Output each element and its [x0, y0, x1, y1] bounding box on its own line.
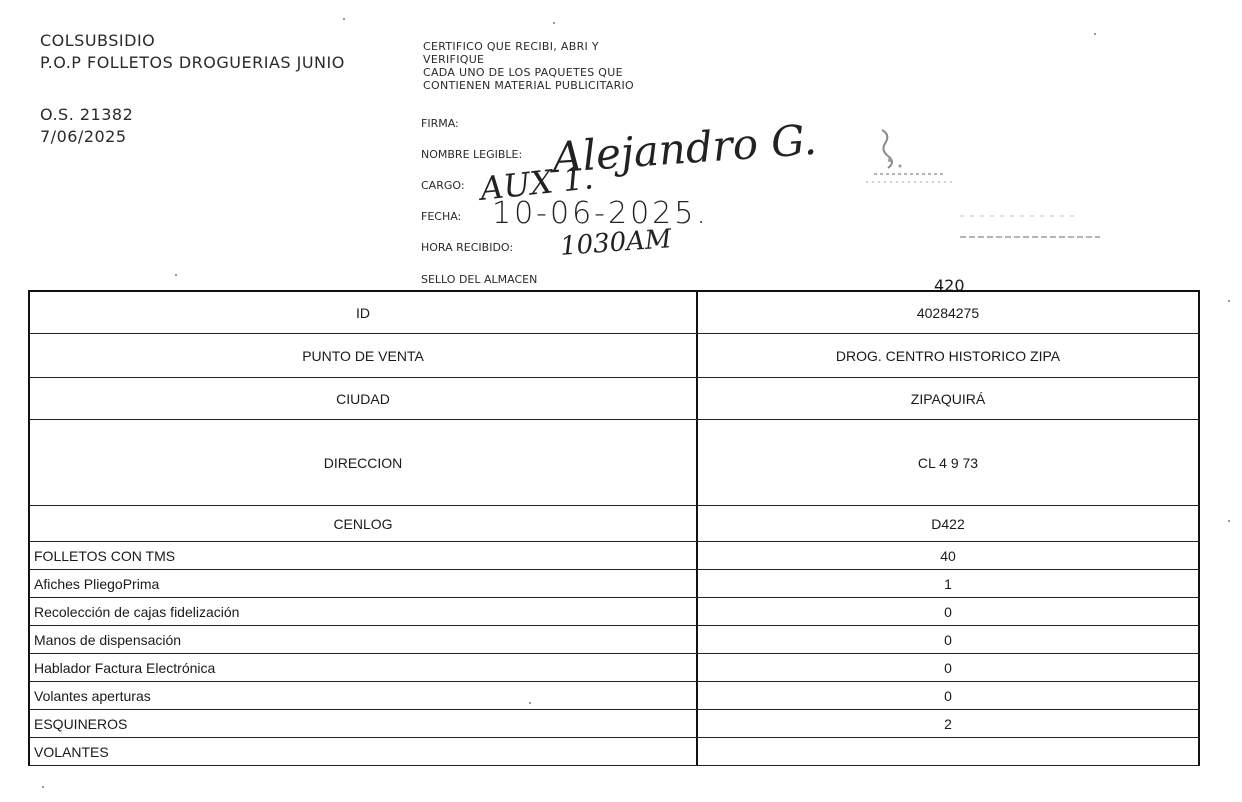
- certificate-line: CONTIENEN MATERIAL PUBLICITARIO: [423, 79, 635, 92]
- row-label: DIRECCION: [30, 420, 698, 505]
- row-value: CL 4 9 73: [917, 454, 979, 471]
- company-name: COLSUBSIDIO: [40, 31, 156, 50]
- certificate-text: [423, 40, 634, 92]
- scan-speck: [553, 22, 555, 24]
- header-block: [40, 30, 345, 148]
- row-value: DROG. CENTRO HISTORICO ZIPA: [835, 347, 1061, 364]
- scan-speck: [529, 702, 531, 704]
- row-value: 40284275: [916, 304, 980, 321]
- table-row: [28, 290, 1200, 334]
- delivery-table: [28, 290, 1200, 766]
- handwritten-cargo: AUX 1.: [478, 158, 596, 208]
- row-label: CENLOG: [30, 506, 698, 541]
- certificate-line: CERTIFICO QUE RECIBI, ABRI Y: [423, 40, 599, 53]
- fecha-label: FECHA:: [421, 210, 462, 223]
- item-label: Hablador Factura Electrónica: [30, 654, 698, 681]
- item-value: 0: [944, 631, 952, 648]
- scan-speck: [1094, 33, 1096, 35]
- scan-speck: [343, 18, 345, 20]
- row-value: D422: [931, 515, 965, 532]
- stamp-smudge: [960, 230, 1100, 244]
- row-label: ID: [30, 292, 698, 333]
- table-row: [28, 570, 1200, 598]
- handwritten-date: 10-06-2025.: [492, 196, 709, 231]
- sello-label: SELLO DEL ALMACEN: [421, 273, 538, 286]
- item-value: 0: [944, 659, 952, 676]
- certificate-line: CADA UNO DE LOS PAQUETES QUE: [423, 66, 623, 79]
- stamp-smudge: [960, 210, 1080, 222]
- row-value: ZIPAQUIRÁ: [910, 390, 986, 407]
- cargo-label: CARGO:: [421, 179, 465, 192]
- document-date: 7/06/2025: [40, 127, 127, 146]
- stamp-logo-icon: [860, 120, 980, 200]
- table-row: [28, 378, 1200, 420]
- item-value: [698, 738, 1198, 765]
- table-row: [28, 598, 1200, 626]
- scan-speck: [1228, 520, 1230, 522]
- hora-label: HORA RECIBIDO:: [421, 241, 514, 254]
- item-label: Recolección de cajas fidelización: [30, 598, 698, 625]
- item-value: 0: [944, 603, 952, 620]
- item-label: Afiches PliegoPrima: [30, 570, 698, 597]
- item-label: Volantes aperturas: [30, 682, 698, 709]
- reference-number: 420: [934, 276, 965, 295]
- scan-speck: [42, 786, 44, 788]
- row-label: PUNTO DE VENTA: [30, 334, 698, 377]
- certificate-line: VERIFIQUE: [423, 53, 485, 66]
- handwritten-time: 1030AM: [559, 224, 673, 262]
- item-label: FOLLETOS CON TMS: [30, 542, 698, 569]
- scan-speck: [1228, 300, 1230, 302]
- item-value: 2: [944, 715, 952, 732]
- handwritten-name: Alejandro G.: [550, 114, 819, 183]
- table-row: [28, 334, 1200, 378]
- row-label: CIUDAD: [30, 378, 698, 419]
- item-label: ESQUINEROS: [30, 710, 698, 737]
- item-label: Manos de dispensación: [30, 626, 698, 653]
- table-row: [28, 626, 1200, 654]
- table-row: [28, 738, 1200, 766]
- table-row: [28, 654, 1200, 682]
- item-label: VOLANTES: [30, 738, 698, 765]
- order-number: O.S. 21382: [40, 105, 134, 124]
- item-value: 1: [944, 575, 952, 592]
- store-stamp: [860, 120, 1190, 260]
- nombre-label: NOMBRE LEGIBLE:: [421, 148, 523, 161]
- firma-label: FIRMA:: [421, 117, 459, 130]
- table-row: [28, 710, 1200, 738]
- item-value: 40: [940, 547, 956, 564]
- campaign-title: P.O.P FOLLETOS DROGUERIAS JUNIO: [40, 53, 345, 72]
- scan-speck: [175, 274, 177, 276]
- table-row: [28, 682, 1200, 710]
- item-value: 0: [944, 687, 952, 704]
- table-row: [28, 506, 1200, 542]
- table-row: [28, 420, 1200, 506]
- table-row: [28, 542, 1200, 570]
